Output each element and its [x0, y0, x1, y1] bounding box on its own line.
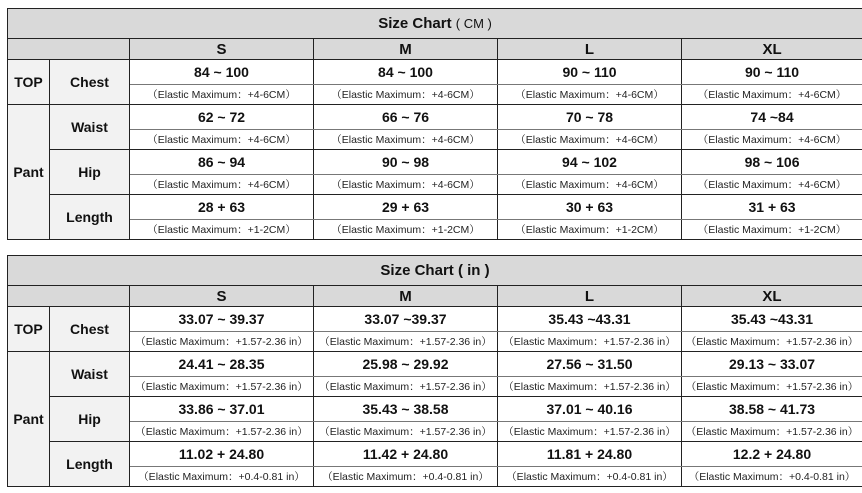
size-header-l: L: [498, 39, 682, 60]
value-cell: 62 ~ 72: [130, 105, 314, 130]
elastic-note: （Elastic Maximum：+4-6CM）: [130, 175, 314, 195]
size-header-s: S: [130, 286, 314, 307]
value-cell: 66 ~ 76: [314, 105, 498, 130]
elastic-note: （Elastic Maximum：+4-6CM）: [498, 85, 682, 105]
value-cell: 90 ~ 110: [682, 60, 862, 85]
elastic-note: （Elastic Maximum：+0.4-0.81 in）: [682, 467, 862, 487]
elastic-note: （Elastic Maximum：+4-6CM）: [682, 130, 862, 150]
elastic-note: （Elastic Maximum：+0.4-0.81 in）: [314, 467, 498, 487]
size-header-m: M: [314, 286, 498, 307]
value-cell: 35.43 ~43.31: [498, 307, 682, 332]
value-cell: 30 + 63: [498, 195, 682, 220]
elastic-note: （Elastic Maximum：+4-6CM）: [498, 130, 682, 150]
value-cell: 38.58 ~ 41.73: [682, 397, 862, 422]
row-label-chest: Chest: [50, 307, 130, 352]
elastic-note: （Elastic Maximum：+4-6CM）: [682, 85, 862, 105]
value-cell: 27.56 ~ 31.50: [498, 352, 682, 377]
elastic-note: （Elastic Maximum：+4-6CM）: [314, 130, 498, 150]
chart-unit: ( CM ): [455, 16, 492, 31]
value-cell: 74 ~84: [682, 105, 862, 130]
size-header-s: S: [130, 39, 314, 60]
size-header-l: L: [498, 286, 682, 307]
row-label-length: Length: [50, 442, 130, 487]
row-label-waist: Waist: [50, 352, 130, 397]
value-cell: 25.98 ~ 29.92: [314, 352, 498, 377]
value-cell: 29 + 63: [314, 195, 498, 220]
value-cell: 98 ~ 106: [682, 150, 862, 175]
value-cell: 35.43 ~43.31: [682, 307, 862, 332]
chart-title-text: Size Chart: [380, 262, 454, 279]
elastic-note: （Elastic Maximum：+1.57-2.36 in）: [498, 377, 682, 397]
chart-title-text: Size Chart: [378, 15, 452, 32]
value-cell: 94 ~ 102: [498, 150, 682, 175]
value-cell: 29.13 ~ 33.07: [682, 352, 862, 377]
value-cell: 33.07 ~ 39.37: [130, 307, 314, 332]
elastic-note: （Elastic Maximum：+4-6CM）: [682, 175, 862, 195]
elastic-note: （Elastic Maximum：+4-6CM）: [130, 85, 314, 105]
size-header-xl: XL: [682, 286, 862, 307]
value-cell: 28 + 63: [130, 195, 314, 220]
size-header-m: M: [314, 39, 498, 60]
elastic-note: （Elastic Maximum：+1.57-2.36 in）: [314, 332, 498, 352]
value-cell: 11.81 + 24.80: [498, 442, 682, 467]
elastic-note: （Elastic Maximum：+1.57-2.36 in）: [682, 422, 862, 442]
group-label-top: TOP: [8, 60, 50, 105]
elastic-note: （Elastic Maximum：+1-2CM）: [682, 220, 862, 240]
value-cell: 24.41 ~ 28.35: [130, 352, 314, 377]
value-cell: 12.2 + 24.80: [682, 442, 862, 467]
value-cell: 70 ~ 78: [498, 105, 682, 130]
size-header-xl: XL: [682, 39, 862, 60]
elastic-note: （Elastic Maximum：+1.57-2.36 in）: [682, 377, 862, 397]
value-cell: 84 ~ 100: [130, 60, 314, 85]
elastic-note: （Elastic Maximum：+1.57-2.36 in）: [682, 332, 862, 352]
value-cell: 33.07 ~39.37: [314, 307, 498, 332]
elastic-note: （Elastic Maximum：+4-6CM）: [130, 130, 314, 150]
value-cell: 33.86 ~ 37.01: [130, 397, 314, 422]
elastic-note: （Elastic Maximum：+1.57-2.36 in）: [314, 422, 498, 442]
group-label-pant: Pant: [8, 352, 50, 487]
row-label-waist: Waist: [50, 105, 130, 150]
row-label-hip: Hip: [50, 150, 130, 195]
value-cell: 11.42 + 24.80: [314, 442, 498, 467]
elastic-note: （Elastic Maximum：+1.57-2.36 in）: [314, 377, 498, 397]
value-cell: 37.01 ~ 40.16: [498, 397, 682, 422]
size-chart-in: [7, 255, 862, 487]
row-label-length: Length: [50, 195, 130, 240]
group-label-pant: Pant: [8, 105, 50, 240]
elastic-note: （Elastic Maximum：+0.4-0.81 in）: [130, 467, 314, 487]
elastic-note: （Elastic Maximum：+4-6CM）: [314, 175, 498, 195]
chart-title: [8, 9, 862, 39]
chart-unit: ( in ): [457, 262, 490, 279]
elastic-note: （Elastic Maximum：+1-2CM）: [498, 220, 682, 240]
value-cell: 31 + 63: [682, 195, 862, 220]
row-label-hip: Hip: [50, 397, 130, 442]
chart-title: [8, 256, 862, 286]
elastic-note: （Elastic Maximum：+1.57-2.36 in）: [130, 422, 314, 442]
value-cell: 35.43 ~ 38.58: [314, 397, 498, 422]
elastic-note: （Elastic Maximum：+4-6CM）: [314, 85, 498, 105]
header-blank: [8, 39, 130, 60]
row-label-chest: Chest: [50, 60, 130, 105]
value-cell: 84 ~ 100: [314, 60, 498, 85]
elastic-note: （Elastic Maximum：+0.4-0.81 in）: [498, 467, 682, 487]
elastic-note: （Elastic Maximum：+1.57-2.36 in）: [130, 377, 314, 397]
header-blank: [8, 286, 130, 307]
elastic-note: （Elastic Maximum：+1.57-2.36 in）: [498, 422, 682, 442]
elastic-note: （Elastic Maximum：+1.57-2.36 in）: [498, 332, 682, 352]
value-cell: 90 ~ 110: [498, 60, 682, 85]
elastic-note: （Elastic Maximum：+1-2CM）: [314, 220, 498, 240]
size-header-row: [8, 39, 862, 60]
group-label-top: TOP: [8, 307, 50, 352]
elastic-note: （Elastic Maximum：+1-2CM）: [130, 220, 314, 240]
value-cell: 11.02 + 24.80: [130, 442, 314, 467]
elastic-note: （Elastic Maximum：+1.57-2.36 in）: [130, 332, 314, 352]
value-cell: 90 ~ 98: [314, 150, 498, 175]
size-chart-cm: [7, 8, 862, 240]
size-header-row: [8, 286, 862, 307]
elastic-note: （Elastic Maximum：+4-6CM）: [498, 175, 682, 195]
value-cell: 86 ~ 94: [130, 150, 314, 175]
